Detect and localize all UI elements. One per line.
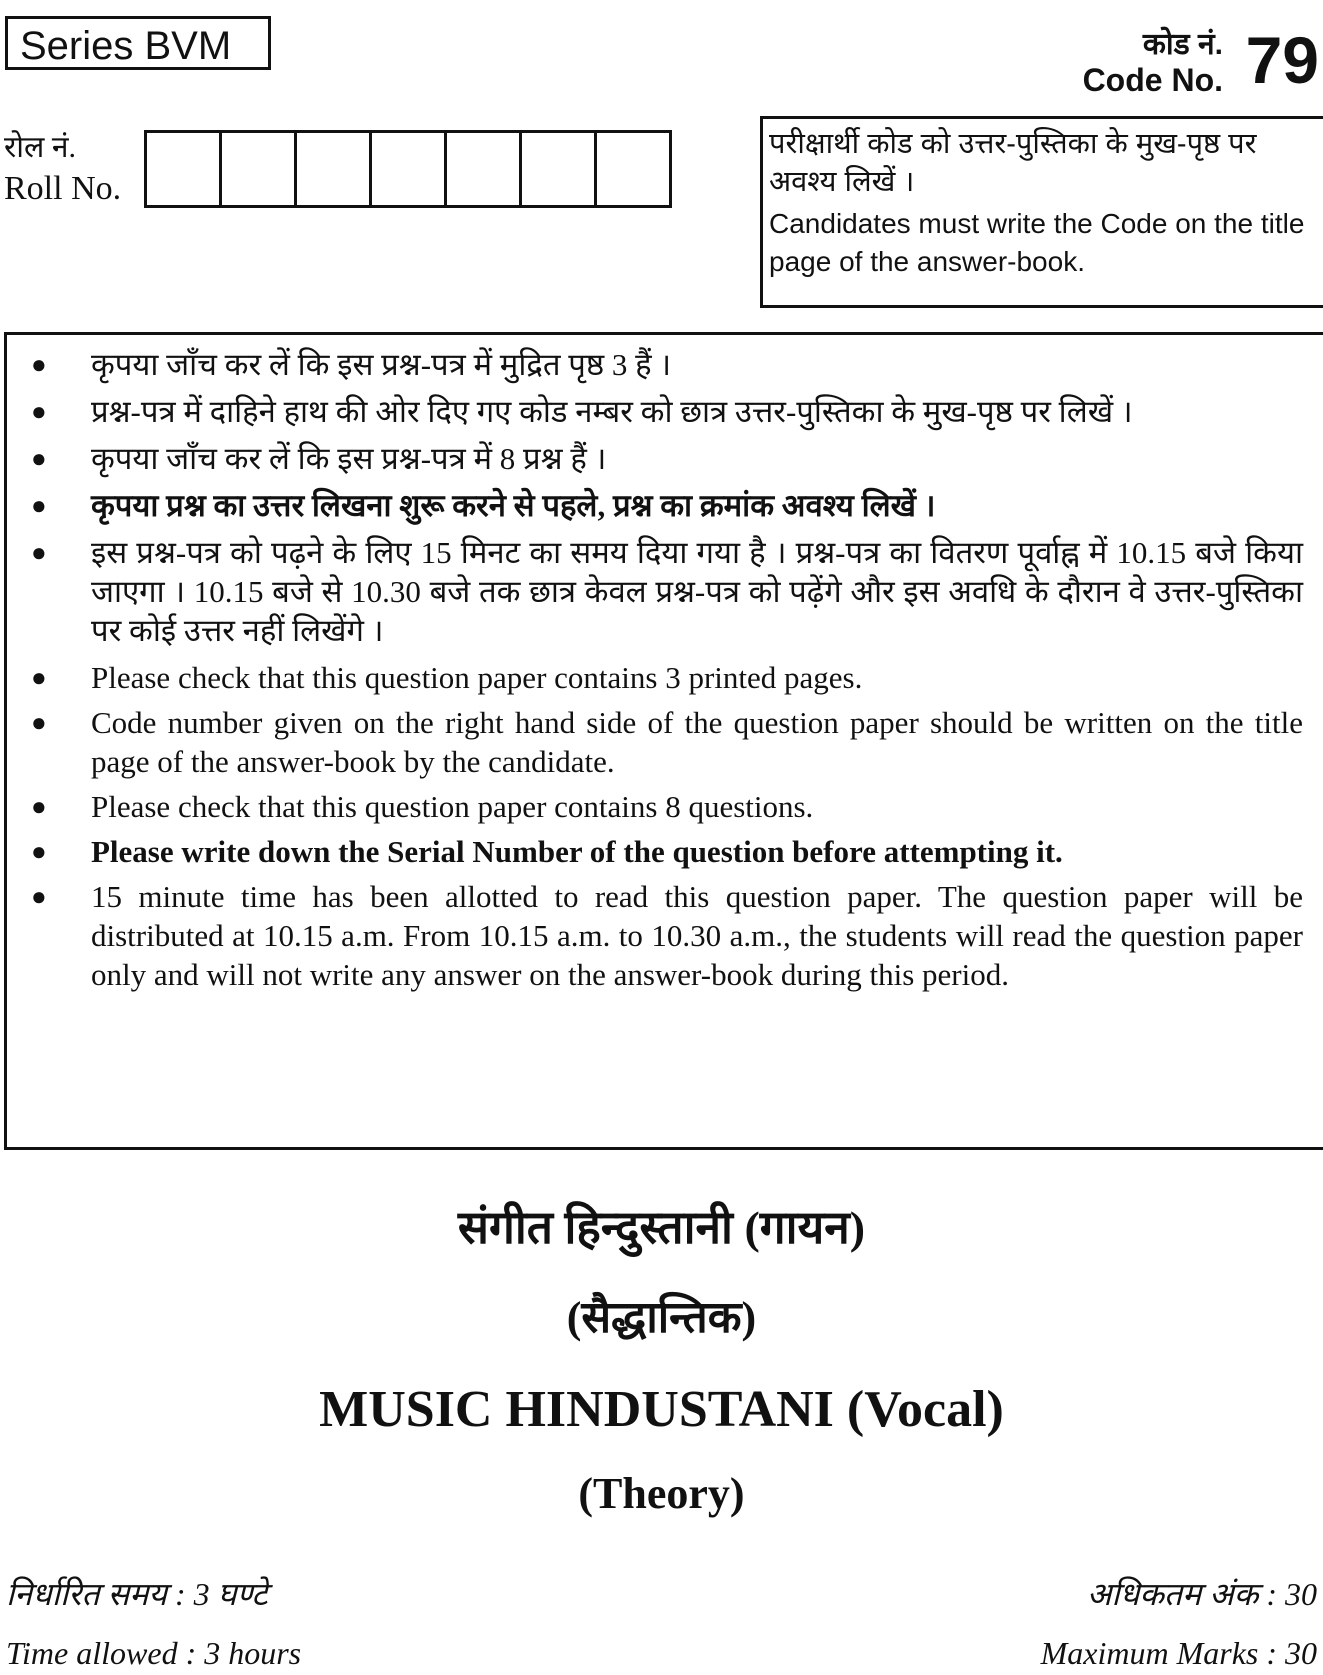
- time-allowed-hindi: निर्धारित समय : 3 घण्टे: [6, 1576, 268, 1612]
- roll-number-cell[interactable]: [222, 133, 297, 205]
- instruction-text: कृपया जाँच कर लें कि इस प्रश्न-पत्र में मुद्रित पृष्ठ 3 हैं ।: [91, 347, 672, 382]
- bullet-icon: ●: [31, 882, 47, 911]
- instruction-item: [7, 832, 1303, 871]
- instruction-item: [7, 658, 1303, 697]
- roll-number-cell[interactable]: [447, 133, 522, 205]
- instruction-text: इस प्रश्न-पत्र को पढ़ने के लिए 15 मिनट का समय दिया गया है । प्रश्न-पत्र का वितरण पूर्वाह्न में 10.15 बजे किया जाएगा । 10.15 बजे से 10.30 बजे तक छात्र केवल प्रश्न-पत्र को पढ़ेंगे और इस अवधि के दौरान वे उत्तर-पुस्तिका पर कोई उत्तर नहीं लिखेंगे ।: [91, 535, 1303, 648]
- instruction-item: [7, 533, 1303, 650]
- bullet-icon: ●: [31, 708, 47, 737]
- bullet-icon: ●: [31, 444, 47, 473]
- code-instruction-box: [760, 116, 1323, 308]
- bullet-icon: ●: [31, 350, 47, 379]
- code-label: Code No.: [1082, 62, 1223, 98]
- instruction-item: [7, 703, 1303, 781]
- code-note-english: Candidates must write the Code on the title page of the answer-book.: [769, 208, 1305, 277]
- instruction-text: Please write down the Serial Number of the question before attempting it.: [91, 834, 1063, 869]
- general-instructions-box: [4, 332, 1323, 1150]
- bullet-icon: ●: [31, 491, 47, 520]
- roll-label-hindi: रोल नं.: [4, 131, 77, 164]
- instruction-text: Code number given on the right hand side of the question paper should be written on the title page of the answer-book by the candidate.: [91, 705, 1303, 779]
- roll-number-cell[interactable]: [597, 133, 669, 205]
- instruction-text: प्रश्न-पत्र में दाहिने हाथ की ओर दिए गए कोड नम्बर को छात्र उत्तर-पुस्तिका के मुख-पृष्ठ पर लिखें ।: [91, 394, 1133, 429]
- paper-type: (Theory): [578, 1469, 745, 1518]
- instruction-item: [7, 486, 1303, 525]
- paper-type-hindi: (सैद्धान्तिक): [566, 1293, 757, 1342]
- subject-title-hindi: संगीत हिन्दुस्तानी (गायन): [457, 1202, 866, 1253]
- instruction-text: Please check that this question paper contains 3 printed pages.: [91, 660, 863, 695]
- code-label-hindi: कोड नं.: [1142, 28, 1223, 61]
- instruction-item: [7, 877, 1303, 994]
- code-note-hindi: परीक्षार्थी कोड को उत्तर-पुस्तिका के मुख-पृष्ठ पर अवश्य लिखें ।: [769, 128, 1257, 198]
- instruction-text: कृपया प्रश्न का उत्तर लिखना शुरू करने से पहले, प्रश्न का क्रमांक अवश्य लिखें ।: [91, 488, 936, 523]
- roll-number-cell[interactable]: [522, 133, 597, 205]
- max-marks: Maximum Marks : 30: [1040, 1635, 1317, 1671]
- instruction-item: [7, 439, 1303, 478]
- roll-number-boxes[interactable]: [144, 130, 672, 208]
- series-label: Series BVM: [5, 16, 271, 70]
- instruction-item: [7, 787, 1303, 826]
- instruction-item: [7, 392, 1303, 431]
- max-marks-hindi: अधिकतम अंक : 30: [1086, 1576, 1317, 1612]
- bullet-icon: ●: [31, 538, 47, 567]
- time-allowed: Time allowed : 3 hours: [6, 1635, 302, 1671]
- roll-label: Roll No.: [4, 170, 122, 207]
- roll-number-cell[interactable]: [297, 133, 372, 205]
- roll-number-cell[interactable]: [147, 133, 222, 205]
- bullet-icon: ●: [31, 792, 47, 821]
- bullet-icon: ●: [31, 837, 47, 866]
- instruction-text: कृपया जाँच कर लें कि इस प्रश्न-पत्र में 8 प्रश्न हैं ।: [91, 441, 607, 476]
- bullet-icon: ●: [31, 397, 47, 426]
- instruction-item: [7, 345, 1303, 384]
- bullet-icon: ●: [31, 663, 47, 692]
- instruction-text: 15 minute time has been allotted to read this question paper. The question paper will be distributed at 10.15 a.m. From 10.15 a.m. to 10.30 a.m., the students will read the question paper only and will not write any answer on the answer-book during this period.: [91, 879, 1303, 992]
- code-number: 79: [1245, 23, 1319, 97]
- roll-number-cell[interactable]: [372, 133, 447, 205]
- subject-title: MUSIC HINDUSTANI (Vocal): [319, 1381, 1004, 1438]
- instruction-text: Please check that this question paper contains 8 questions.: [91, 789, 814, 824]
